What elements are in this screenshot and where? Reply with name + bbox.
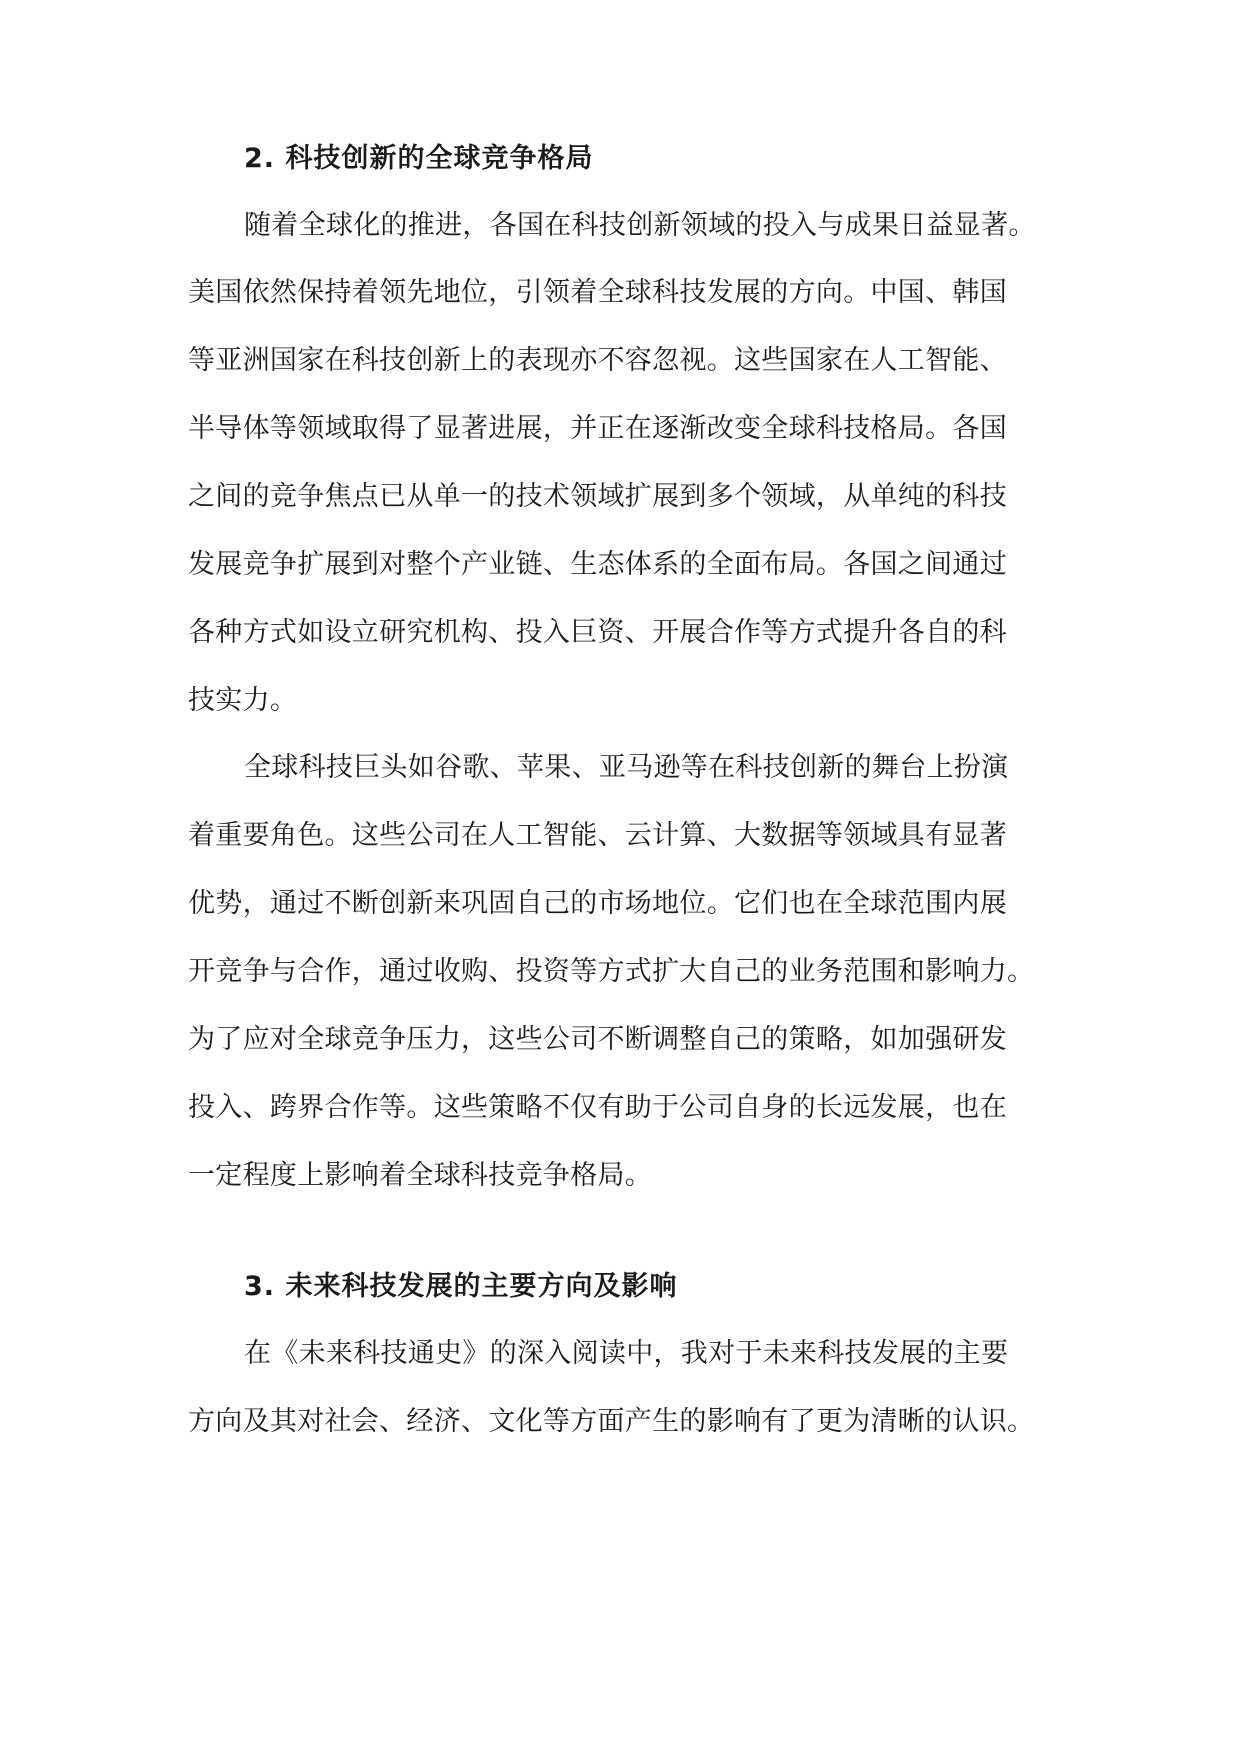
paragraph-line: 之间的竞争焦点已从单一的技术领域扩展到多个领域，从单纯的科技 — [188, 481, 1007, 512]
section-heading: 2. 科技创新的全球竞争格局 — [244, 143, 594, 174]
paragraph-line: 优势，通过不断创新来巩固自己的市场地位。它们也在全球范围内展 — [188, 888, 1007, 919]
paragraph-line: 各种方式如设立研究机构、投入巨资、开展合作等方式提升各自的科 — [188, 617, 1007, 648]
paragraph-line: 全球科技巨头如谷歌、苹果、亚马逊等在科技创新的舞台上扮演 — [244, 752, 1009, 783]
paragraph-line: 开竞争与合作，通过收购、投资等方式扩大自己的业务范围和影响力。 — [188, 956, 1035, 987]
paragraph-line: 为了应对全球竞争压力，这些公司不断调整自己的策略，如加强研发 — [188, 1024, 1007, 1055]
paragraph-line: 技实力。 — [188, 685, 298, 716]
paragraph-line: 半导体等领域取得了显著进展，并正在逐渐改变全球科技格局。各国 — [188, 413, 1007, 444]
paragraph-line: 等亚洲国家在科技创新上的表现亦不容忽视。这些国家在人工智能、 — [188, 345, 1007, 376]
section-heading: 3. 未来科技发展的主要方向及影响 — [244, 1271, 678, 1302]
paragraph-line: 一定程度上影响着全球科技竞争格局。 — [188, 1160, 653, 1191]
paragraph-line: 投入、跨界合作等。这些策略不仅有助于公司自身的长远发展，也在 — [188, 1092, 1007, 1123]
paragraph-line: 发展竞争扩展到对整个产业链、生态体系的全面布局。各国之间通过 — [188, 549, 1007, 580]
paragraph-line: 方向及其对社会、经济、文化等方面产生的影响有了更为清晰的认识。 — [188, 1406, 1035, 1437]
paragraph-line: 在《未来科技通史》的深入阅读中，我对于未来科技发展的主要 — [244, 1338, 1009, 1369]
paragraph-line: 随着全球化的推进，各国在科技创新领域的投入与成果日益显著。 — [244, 210, 1036, 241]
paragraph-line: 着重要角色。这些公司在人工智能、云计算、大数据等领域具有显著 — [188, 820, 1007, 851]
paragraph-line: 美国依然保持着领先地位，引领着全球科技发展的方向。中国、韩国 — [188, 277, 1007, 308]
